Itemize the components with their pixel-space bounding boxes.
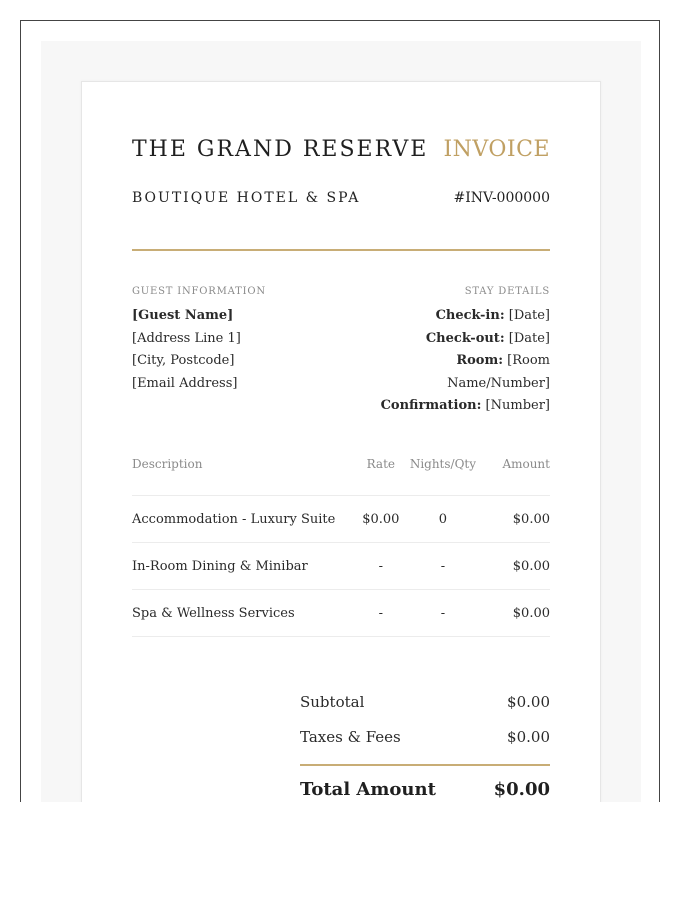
table-row [132, 590, 550, 637]
confirmation-row [351, 395, 550, 418]
row-qty: 0 [410, 496, 476, 543]
hotel-tagline: BOUTIQUE HOTEL & SPA [132, 190, 361, 206]
header-amount: Amount [476, 457, 550, 496]
subtotal-row [300, 684, 550, 719]
invoice-number: #INV-000000 [453, 190, 550, 206]
header-description: Description [132, 457, 352, 496]
taxes-value: $0.00 [507, 727, 550, 746]
room-label: Room: [456, 353, 504, 368]
row-description: Spa & Wellness Services [132, 590, 352, 637]
table-row [132, 543, 550, 590]
row-description: Accommodation - Luxury Suite [132, 496, 352, 543]
row-amount: $0.00 [476, 543, 550, 590]
line-items-table [132, 457, 550, 637]
guest-city: [City, Postcode] [132, 353, 235, 368]
total-value: $0.00 [493, 778, 550, 800]
totals-section [300, 684, 550, 802]
row-qty: - [410, 543, 476, 590]
row-rate: $0.00 [352, 496, 410, 543]
row-amount: $0.00 [476, 496, 550, 543]
table-row [132, 496, 550, 543]
room-row [351, 350, 550, 395]
invoice-title: INVOICE [443, 137, 550, 162]
checkout-value: [Date] [508, 330, 550, 346]
checkout-label: Check-out: [425, 330, 505, 346]
guest-email: [Email Address] [132, 375, 238, 391]
confirmation-label: Confirmation: [380, 398, 482, 413]
subtotal-value: $0.00 [507, 692, 550, 711]
room-value: [Room Name/Number] [447, 353, 550, 391]
guest-information [132, 281, 351, 418]
row-amount: $0.00 [476, 590, 550, 637]
row-description: In-Room Dining & Minibar [132, 543, 352, 590]
row-rate: - [352, 543, 410, 590]
row-rate: - [352, 590, 410, 637]
checkin-label: Check-in: [435, 308, 505, 323]
info-section [132, 281, 550, 418]
total-row [300, 766, 550, 802]
invoice-header [132, 137, 550, 162]
taxes-label: Taxes & Fees [300, 727, 401, 746]
document-viewport [20, 20, 660, 802]
subtotal-label: Subtotal [300, 692, 365, 711]
guest-section-label: GUEST INFORMATION [132, 286, 266, 297]
checkout-row [351, 328, 550, 351]
taxes-row [300, 719, 550, 754]
guest-name: [Guest Name] [132, 308, 234, 323]
confirmation-value: [Number] [485, 398, 550, 413]
stay-details [351, 281, 550, 418]
header-divider [132, 249, 550, 251]
header-rate: Rate [352, 457, 410, 496]
invoice-paper [81, 81, 601, 802]
checkin-value: [Date] [508, 308, 550, 323]
header-qty: Nights/Qty [410, 457, 476, 496]
stay-section-label: STAY DETAILS [464, 286, 550, 297]
table-header-row [132, 457, 550, 496]
invoice-subheader [132, 190, 550, 206]
row-qty: - [410, 590, 476, 637]
hotel-name: THE GRAND RESERVE [132, 137, 429, 162]
checkin-row [351, 305, 550, 328]
total-label: Total Amount [300, 778, 436, 800]
guest-address-line: [Address Line 1] [132, 330, 241, 346]
